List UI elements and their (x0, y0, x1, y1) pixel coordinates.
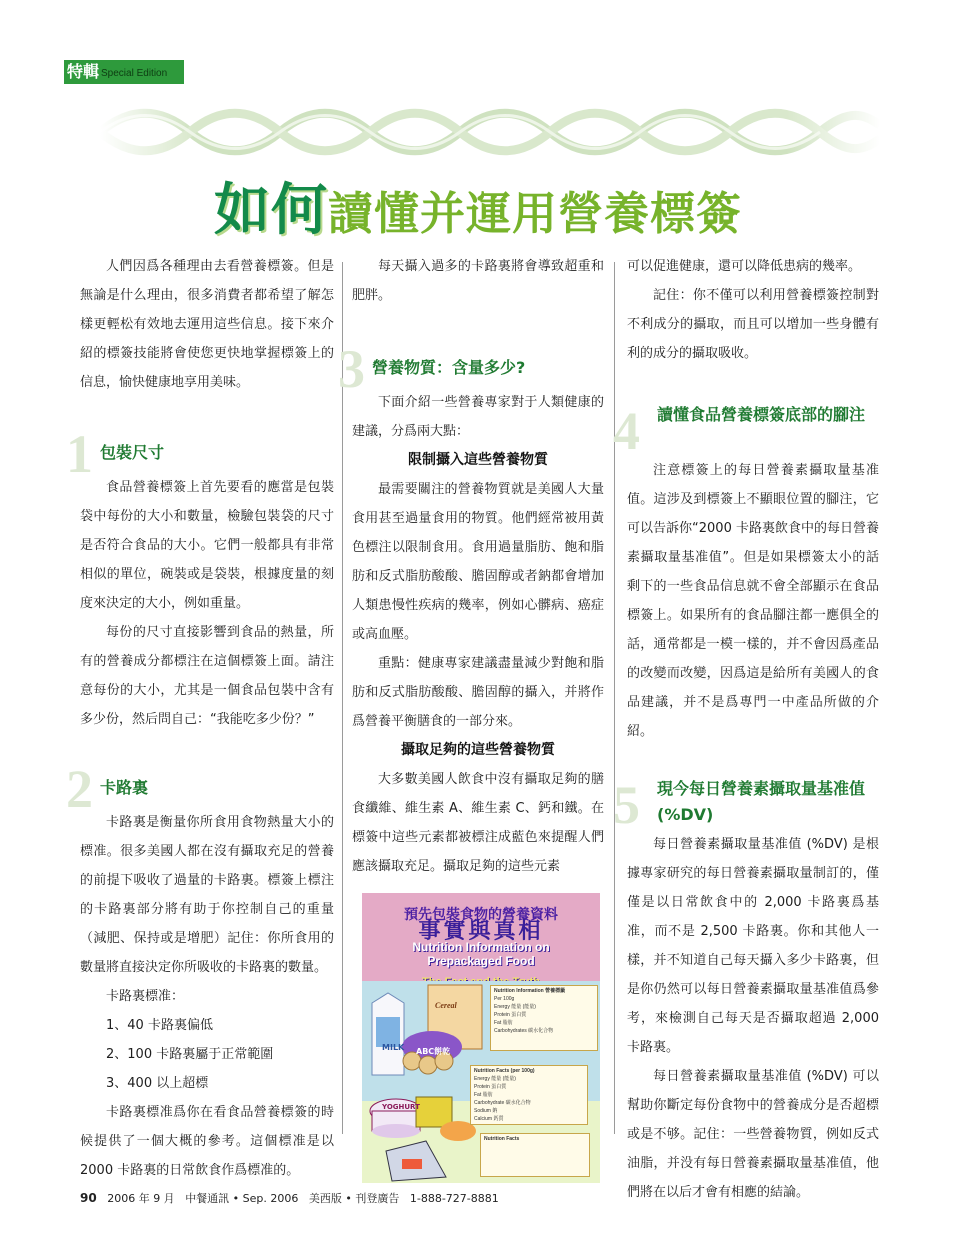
list-item: 1、40 卡路裏偏低 (106, 1018, 213, 1033)
footer-date: 2006 年 9 月 (107, 1192, 175, 1205)
cereal-label: Cereal (435, 1001, 457, 1010)
section-number: 2 (66, 759, 93, 819)
subheading-limit: 限制攝入這些營養物質 (408, 452, 548, 468)
calorie-standard-label: 卡路裏標准： (106, 989, 185, 1004)
biscuit-label: ABC餅乾 (416, 1047, 451, 1056)
subheading-sufficient: 攝取足夠的這些營養物質 (401, 742, 555, 758)
section-number: 1 (66, 424, 93, 484)
infographic-title-zh: 預先包裝食物的營養資料 (404, 907, 558, 923)
paragraph: 記住：你不僅可以利用營養標簽控制對不利成分的攝取，而且可以增加一些身體有利的成分的攝取吸收。 (627, 288, 879, 361)
paragraph: 重點：健康專家建議盡量減少對飽和脂肪和反式脂肪酸酸、膽固醇的攝入，并將作爲營養平衡膳食的一部分來。 (352, 656, 604, 729)
table-row: Protein 蛋白質 (494, 1012, 527, 1018)
list-item: 3、400 以上超標 (106, 1076, 209, 1091)
table-title: Nutrition Facts (484, 1136, 520, 1142)
section-title: 現今每日營養素攝取量基准值 (%DV) (657, 779, 866, 824)
section-number: 3 (338, 339, 365, 399)
column-divider-2 (614, 262, 615, 1134)
paragraph: 每日營養素攝取量基准值 (%DV) 是根據專家研究的每日營養素攝取量制訂的，僅僅是以日常飲食中的 2,000 卡路裏爲基准，而不是 2,500 卡路裏。你和其他人一樣，并不知道自己每天攝入多少卡路裏，但是你仍然可以每日營養素攝取量基准值爲參考，來檢測自己每天是否攝取超過 2,000 卡路裏。 (627, 837, 879, 1055)
section-3-heading (338, 339, 604, 399)
column-3 (613, 252, 879, 1207)
column-2 (338, 252, 604, 1183)
paragraph: 卡路裏標准爲你在看食品營養標簽的時候提供了一個大概的參考。這個標准是以 2000 卡路裏的日常飲食作爲標准的。 (80, 1105, 334, 1178)
paragraph: 下面介紹一些營養專家對于人類健康的建議，分爲兩大點： (352, 395, 604, 439)
table-row: Fat 脂肪 (474, 1092, 493, 1098)
footer-publication: 中餐通訊 • Sep. 2006 (185, 1192, 299, 1205)
paragraph: 每日營養素攝取量基准值 (%DV) 可以幫助你斷定每份食物中的營養成分是否超標或是不够。記住：一些營養物質，例如反式油脂，并没有每日營養素攝取量基准值，他們將在以后才會有相應的結論。 (627, 1069, 879, 1200)
table-row: Energy 能量 (能量) (494, 1004, 536, 1010)
table-row: Fat 脂肪 (494, 1020, 513, 1026)
infographic-title-en-2: Prepackaged Food (427, 954, 535, 968)
paragraph: 每天攝入過多的卡路裏將會導致超重和肥胖。 (352, 259, 604, 303)
table-row: Energy 能量 (能量) (474, 1076, 516, 1082)
footer-edition: 美西版 • 刊登廣告 (308, 1192, 400, 1205)
section-number: 4 (613, 401, 640, 461)
table-title: Nutrition Facts (per 100g) (474, 1068, 535, 1074)
section-5-heading (613, 772, 879, 835)
section-tag (64, 60, 184, 82)
table-row: Protein 蛋白質 (474, 1084, 507, 1090)
yoghurt-label: YOGHURT (382, 1103, 420, 1111)
section-tag-zh: 特輯 (67, 62, 100, 81)
title-part2: 讀懂并運用營養標簽 (327, 187, 742, 240)
section-title: 卡路裏 (100, 778, 149, 797)
nutrition-table-2 (470, 1065, 588, 1125)
nutrition-table-3 (480, 1133, 590, 1177)
paragraph: 最需要關注的營養物質就是美國人大量食用甚至過量食用的物質。他們經常被用黃色標注以限制食用。食用過量脂肪、飽和脂肪和反式脂肪酸酸、膽固醇或者鈉都會增加人類患慢性疾病的幾率，例如心髒病、癌症或高血壓。 (352, 482, 604, 642)
table-row: Calcium 鈣質 (474, 1116, 504, 1122)
column-1 (66, 252, 334, 1185)
braid-banner-decoration (100, 105, 880, 160)
nutrition-infographic (362, 893, 600, 1183)
paragraph: 大多數美國人飲食中沒有攝取足夠的膳食纖維、維生素 A、維生素 C、鈣和鐵。在標簽中這些元素都被標注成藍色來提醒人們應該攝取充足。攝取足夠的這些元素 (352, 772, 604, 874)
paragraph: 卡路裏是衡量你所食用食物熱量大小的標准。很多美國人都在沒有攝取充足的營養的前提下吸收了過量的卡路裏。標簽上標注的卡路裏部分將有助于你控制自己的重量（減肥、保持或是增肥）記住：你所食用的數量將直接決定你所吸收的卡路裏的數量。 (80, 815, 334, 975)
paragraph: 注意標簽上的每日營養素攝取量基准值。這涉及到標簽上不顯眼位置的腳注，它可以告訴你“2000 卡路裏飲食中的每日營養素攝取量基准值”。但是如果標簽太小的話剩下的一些食品信息就不會全部顯示在食品標簽上。如果所有的食品腳注都一應俱全的話，通常都是一模一樣的，并不會因爲產品的改變而改變，因爲這是給所有美國人的食品建議，并不是爲專門一中產品所做的介紹。 (627, 463, 879, 739)
table-row: Carbohydrates 碳水化合物 (494, 1028, 554, 1034)
table-row: Per 100g (494, 996, 515, 1002)
table-title: Nutrition Information 營養標籤 (494, 988, 566, 994)
title-part1: 如何 (213, 178, 328, 243)
intro-paragraph: 人們因爲各種理由去看營養標簽。但是無論是什么理由，很多消費者都希望了解怎樣更輕松有效地去運用這些信息。接下來介紹的標簽技能將會使您更快地掌握標簽上的信息，愉快健康地享用美味。 (80, 259, 334, 390)
section-2-heading (66, 759, 334, 819)
section-title: 讀懂食品營養標簽底部的腳注 (657, 405, 866, 424)
section-number: 5 (613, 775, 640, 835)
page-title (0, 166, 956, 246)
infographic-subtitle-zh: 事實與真相 (418, 919, 544, 944)
section-1-heading (66, 424, 334, 484)
milk-label: MILK (382, 1043, 405, 1052)
infographic-title-en-1: Nutrition Information on (412, 940, 550, 954)
list-item: 2、100 卡路裏屬于正常範圍 (106, 1047, 274, 1062)
paragraph: 可以促進健康，還可以降低患病的幾率。 (627, 259, 862, 274)
nutrition-table-1 (490, 985, 598, 1051)
section-title: 營養物質：含量多少? (372, 358, 526, 377)
tag-rule (64, 82, 184, 84)
table-row: Carbohydrate 碳水化合物 (474, 1100, 531, 1106)
page-footer (80, 1190, 499, 1206)
table-row: Sodium 鈉 (474, 1108, 498, 1114)
paragraph: 每份的尺寸直接影響到食品的熱量，所有的營養成分都標注在這個標簽上面。請注意每份的大小，尤其是一個食品包裝中含有多少份，然后問自己：“我能吃多少份？” (80, 625, 334, 727)
section-tag-en: Special Edition (101, 68, 168, 79)
paragraph: 食品營養標簽上首先要看的應當是包裝袋中每份的大小和數量，檢驗包裝袋的尺寸是否符合食品的大小。它們一般都具有非常相似的單位，碗裝或是袋裝，根據度量的刻度來決定的大小，例如重量。 (80, 480, 334, 611)
page-number: 90 (80, 1191, 97, 1205)
section-title: 包裝尺寸 (100, 443, 165, 462)
footer-phone: 1-888-727-8881 (409, 1192, 499, 1205)
section-4-heading (613, 398, 879, 461)
